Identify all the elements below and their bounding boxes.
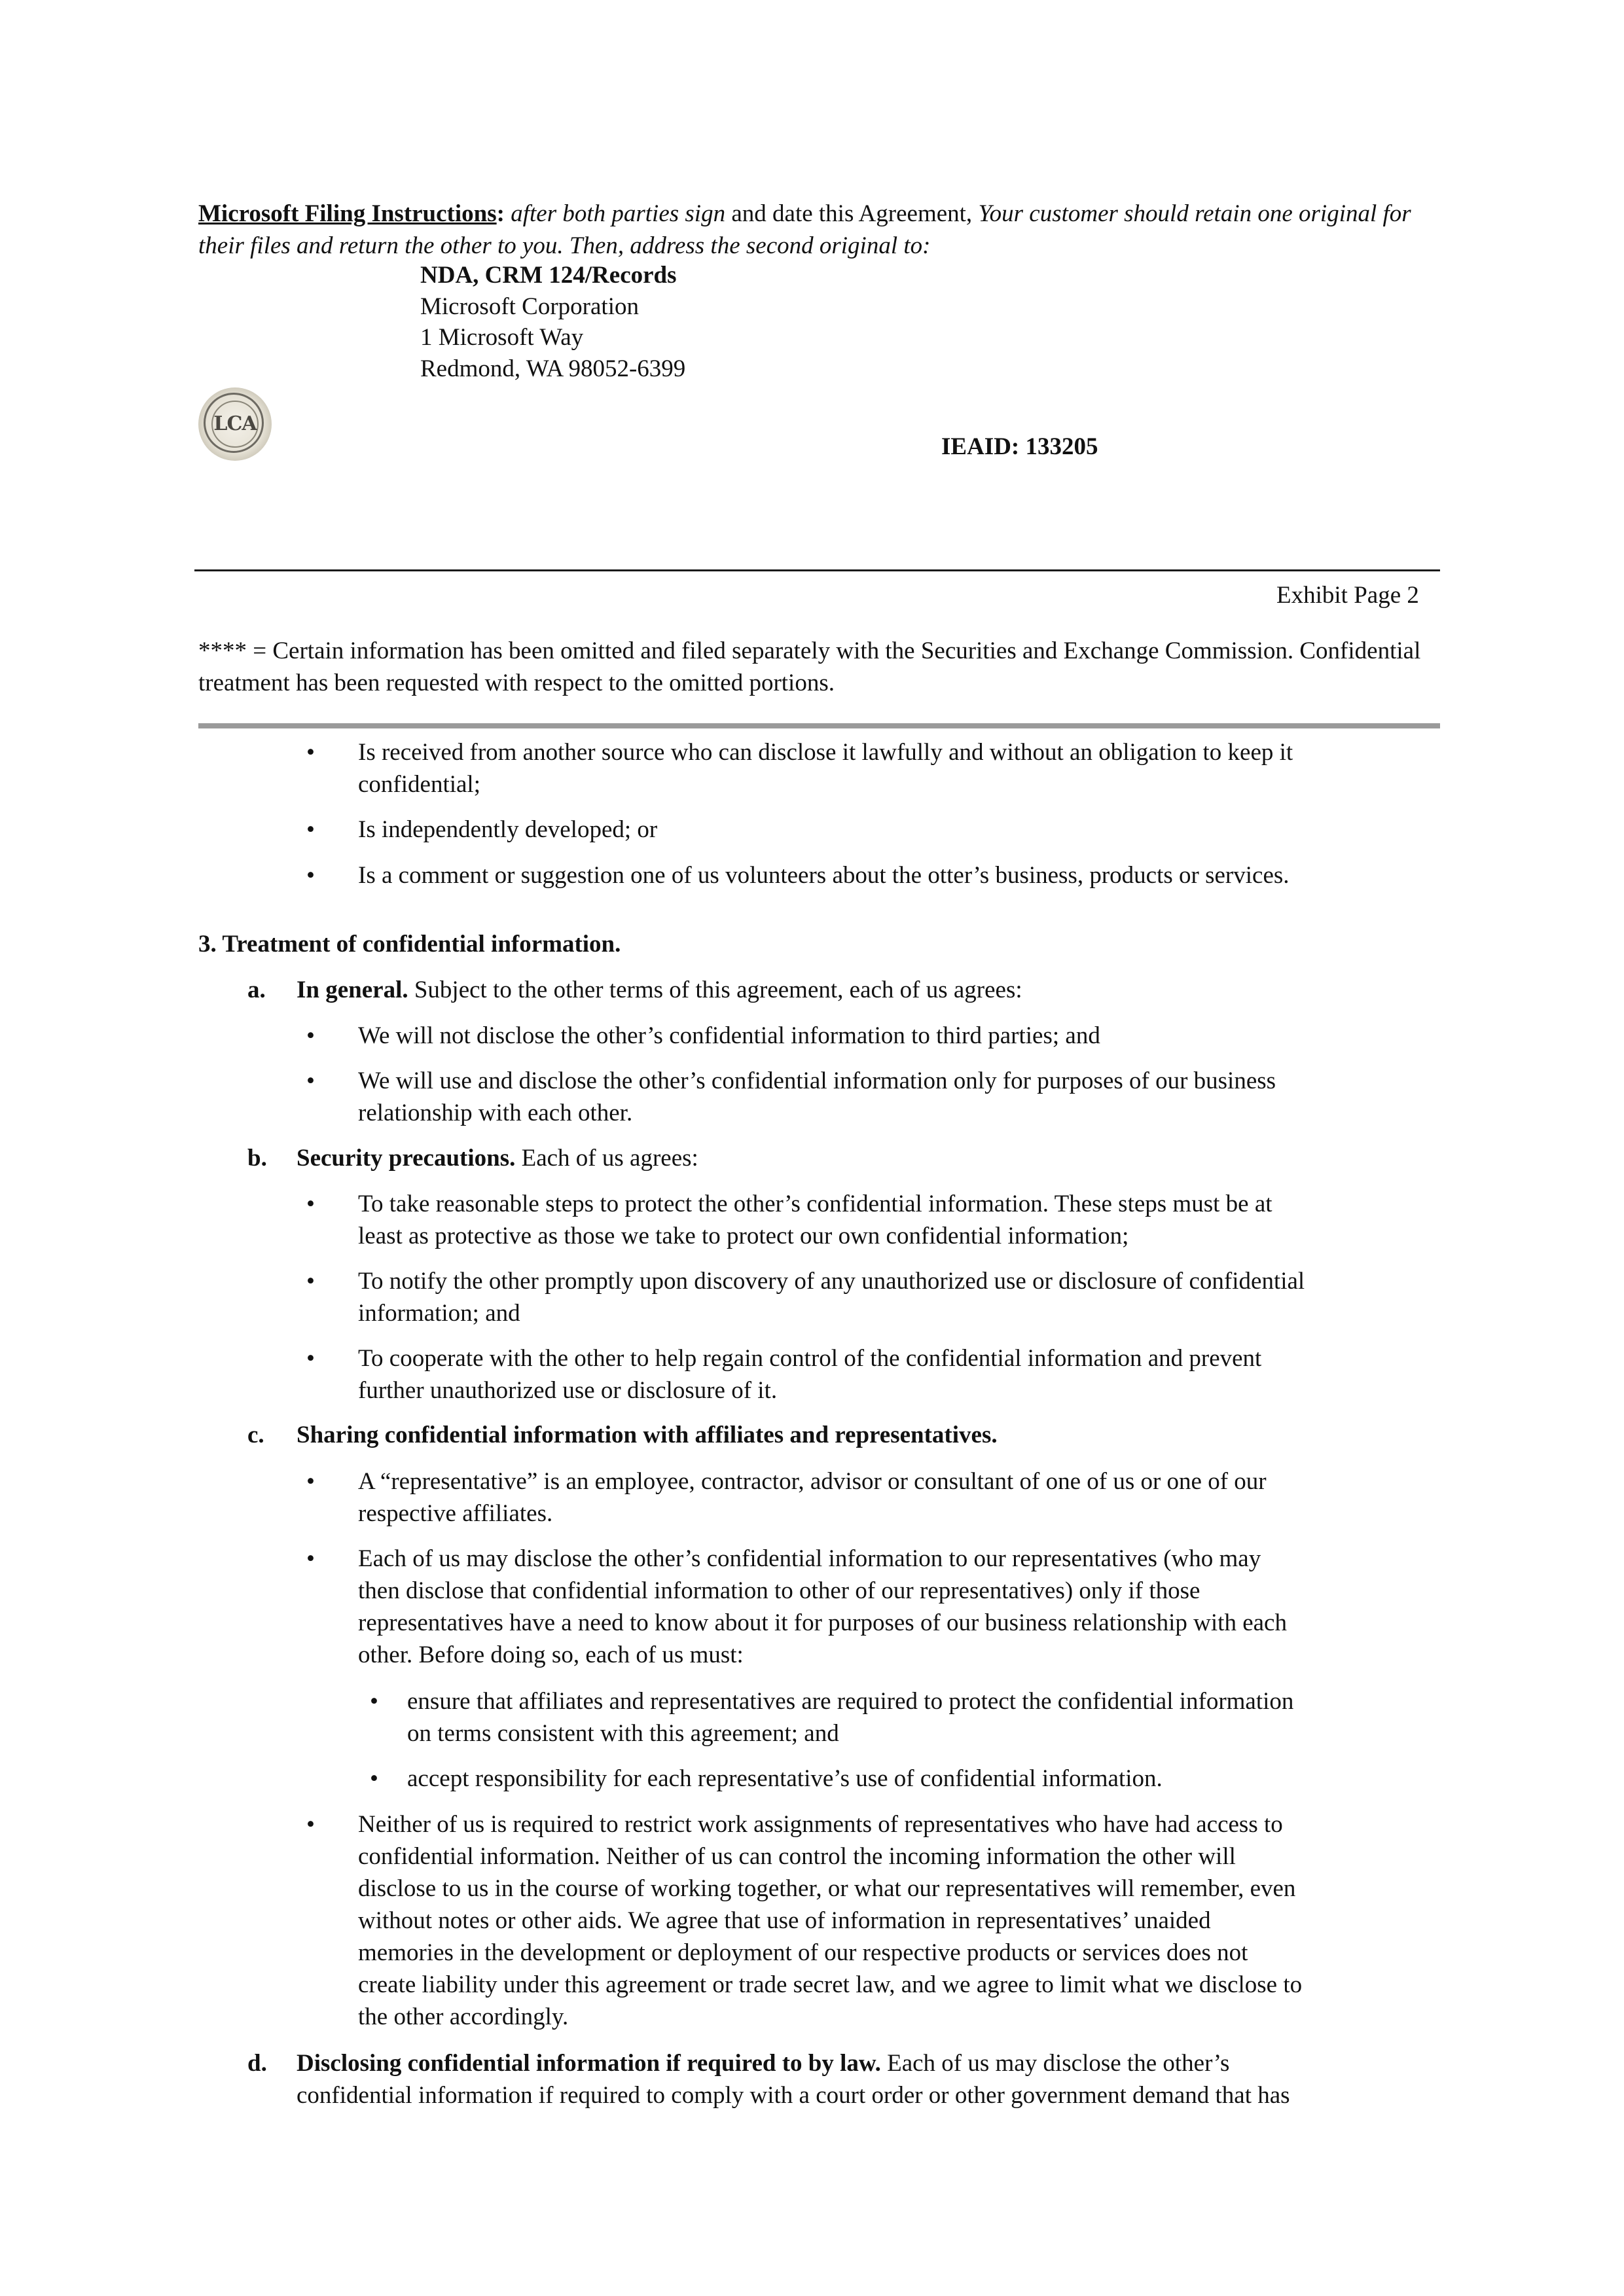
bullet-dot: • [306,1345,315,1372]
clause-c-letter: c. [247,1422,264,1448]
clause-a-title: In general. [297,977,408,1003]
bullet-dot: • [306,1067,315,1094]
bullet-dot: • [306,816,315,843]
bullet-dot: • [306,1191,315,1217]
sub-bullet-dot: • [370,1765,378,1792]
omission-note: **** = Certain information has been omitted and filed separately with the Securities and Exchange Commission. Confidential treatment has been requested with respect to the omitted portions. [198,637,1421,696]
clause-a-letter: a. [247,977,266,1003]
clause-d-line-1 [297,2047,1229,2079]
clause-a-bullet-2-line-2: relationship with each other. [358,1100,633,1126]
top-bullet-2-line-1: Is independently developed; or [358,816,658,843]
header-divider [194,569,1440,571]
filing-colon: : [496,200,505,227]
clause-b-bullet-1-line-2: least as protective as those we take to protect our own confidential information; [358,1223,1129,1249]
mailing-address [420,260,685,384]
clause-a-bullet-1-line-1: We will not disclose the other’s confidential information to third parties; and [358,1022,1100,1049]
clause-b-bullet-2-line-1: To notify the other promptly upon discovery of any unauthorized use or disclosure of confidential [358,1268,1305,1295]
bullet-dot: • [306,1468,315,1495]
bullet-dot: • [306,739,315,766]
clause-c-bullet-1-line-1: A “representative” is an employee, contractor, advisor or consultant of one of us or one of our [358,1468,1267,1495]
clause-d-line-2: confidential information if required to comply with a court order or other government demand that has [297,2082,1290,2109]
clause-c-bullet-3-line-3: disclose to us in the course of working together, or what our representatives will remember, even [358,1875,1296,1902]
filing-italic-2: Your customer should retain one original for their files and return the other to you. Then, address the second original to: [198,200,1411,259]
clause-c-sub-bullet-2-line-1: accept responsibility for each representative’s use of confidential information. [407,1765,1163,1792]
clause-b-bullet-3-line-1: To cooperate with the other to help regain control of the confidential information and prevent [358,1345,1262,1372]
gray-divider [198,723,1440,728]
section-3-heading: 3. Treatment of confidential information. [198,931,621,958]
clause-b-title: Security precautions. [297,1145,516,1172]
clause-c-bullet-2-line-1: Each of us may disclose the other’s confidential information to our representatives (who may [358,1545,1261,1572]
sub-bullet-dot: • [370,1688,378,1715]
top-bullet-1-line-1: Is received from another source who can disclose it lawfully and without an obligation to keep it [358,739,1293,766]
bullet-dot: • [306,1022,315,1049]
exhibit-page-number: Exhibit Page 2 [1276,582,1419,609]
bullet-dot: • [306,1811,315,1838]
clause-c-bullet-3-line-5: memories in the development or deployment of our respective products or services does not [358,1939,1248,1966]
clause-c-bullet-3-line-7: the other accordingly. [358,2003,569,2030]
clause-b-bullet-3-line-2: further unauthorized use or disclosure of it. [358,1377,778,1404]
clause-c-bullet-3-line-6: create liability under this agreement or trade secret law, and we agree to limit what we disclose to [358,1971,1303,1998]
clause-b-bullet-1-line-1: To take reasonable steps to protect the other’s confidential information. These steps must be at [358,1191,1272,1217]
clause-b-letter: b. [247,1145,267,1172]
bullet-dot: • [306,862,315,889]
clause-c-title: Sharing confidential information with affiliates and representatives. [297,1422,998,1448]
address-line-4: Redmond, WA 98052-6399 [420,355,686,382]
clause-c-sub-bullet-1-line-2: on terms consistent with this agreement; and [407,1720,839,1747]
clause-a-bullet-2-line-1: We will use and disclose the other’s confidential information only for purposes of our business [358,1067,1276,1094]
address-line-3: 1 Microsoft Way [420,324,584,351]
top-bullet-1-line-2: confidential; [358,771,480,798]
filing-instructions [198,198,1442,262]
clause-b-bullet-2-line-2: information; and [358,1300,520,1327]
clause-d-letter: d. [247,2050,267,2077]
clause-c-bullet-1-line-2: respective affiliates. [358,1500,553,1527]
clause-c-bullet-3-line-2: confidential information. Neither of us can control the incoming information the other will [358,1843,1236,1870]
clause-c-bullet-3-line-4: without notes or other aids. We agree that use of information in representatives’ unaided [358,1907,1211,1934]
clause-d-text: Each of us may disclose the other’s [880,2050,1230,2077]
clause-c-sub-bullet-1-line-1: ensure that affiliates and representatives are required to protect the confidential information [407,1688,1294,1715]
clause-b [297,1142,698,1174]
clause-b-text: Each of us agrees: [515,1145,698,1172]
filing-italic-1: after both parties sign [504,200,726,227]
clause-c-bullet-2-line-2: then disclose that confidential information to other of our representatives) only if those [358,1577,1200,1604]
seal-text: LCA [213,412,257,435]
top-bullet-3-line-1: Is a comment or suggestion one of us volunteers about the otter’s business, products or services. [358,862,1290,889]
filing-plain-1: and date this Agreement, [725,200,979,227]
address-line-2: Microsoft Corporation [420,293,639,320]
clause-c-bullet-2-line-3: representatives have a need to know about it for purposes of our business relationship with each [358,1609,1287,1636]
bullet-dot: • [306,1268,315,1295]
bullet-dot: • [306,1545,315,1572]
filing-instructions-label: Microsoft Filing Instructions [198,200,497,227]
clause-a-text: Subject to the other terms of this agreement, each of us agrees: [408,977,1022,1003]
clause-a [297,974,1022,1006]
lca-seal-logo [198,387,272,461]
ieaid-label: IEAID: 133205 [941,433,1098,460]
clause-c-bullet-2-line-4: other. Before doing so, each of us must: [358,1641,744,1668]
address-line-1: NDA, CRM 124/Records [420,262,677,289]
clause-d-title: Disclosing confidential information if required to by law. [297,2050,881,2077]
clause-c-bullet-3-line-1: Neither of us is required to restrict work assignments of representatives who have had access to [358,1811,1283,1838]
